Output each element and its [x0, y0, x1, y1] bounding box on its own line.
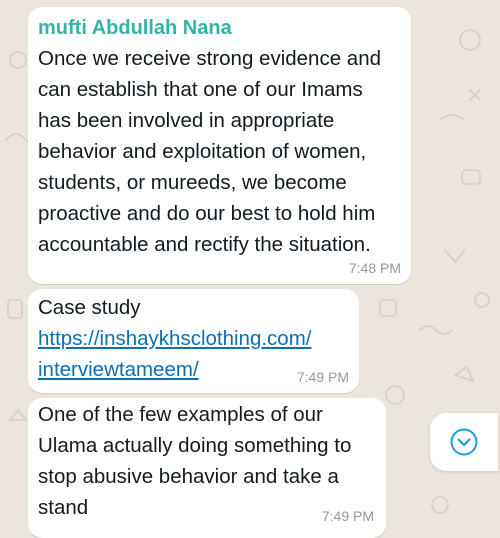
chevron-down-icon	[449, 427, 479, 457]
message-text: Case study	[38, 296, 141, 319]
message-bubble[interactable]	[28, 398, 386, 538]
message-timestamp: 7:49 PM	[296, 369, 349, 385]
message-text: One of the few examples of our Ulama actually doing something to stop abusive behavior and take a stand	[38, 403, 352, 519]
sender-name[interactable]: mufti Abdullah Nana	[38, 17, 232, 39]
message-text: Once we receive strong evidence and can establish that one of our Imams has been involved in appropriate behavior and exploitation of women, students, or mureeds, we become proactive and do our best to hold him accountable and rectify the situation.	[38, 47, 382, 256]
message-bubble[interactable]	[28, 7, 411, 284]
message-bubble[interactable]	[28, 289, 359, 393]
message-timestamp: 7:48 PM	[348, 260, 401, 276]
scroll-to-bottom-button[interactable]	[430, 413, 498, 471]
message-timestamp: 7:49 PM	[321, 508, 374, 524]
message-link[interactable]: https://inshaykhsclothing.com/ interviewtameem/	[38, 327, 312, 381]
